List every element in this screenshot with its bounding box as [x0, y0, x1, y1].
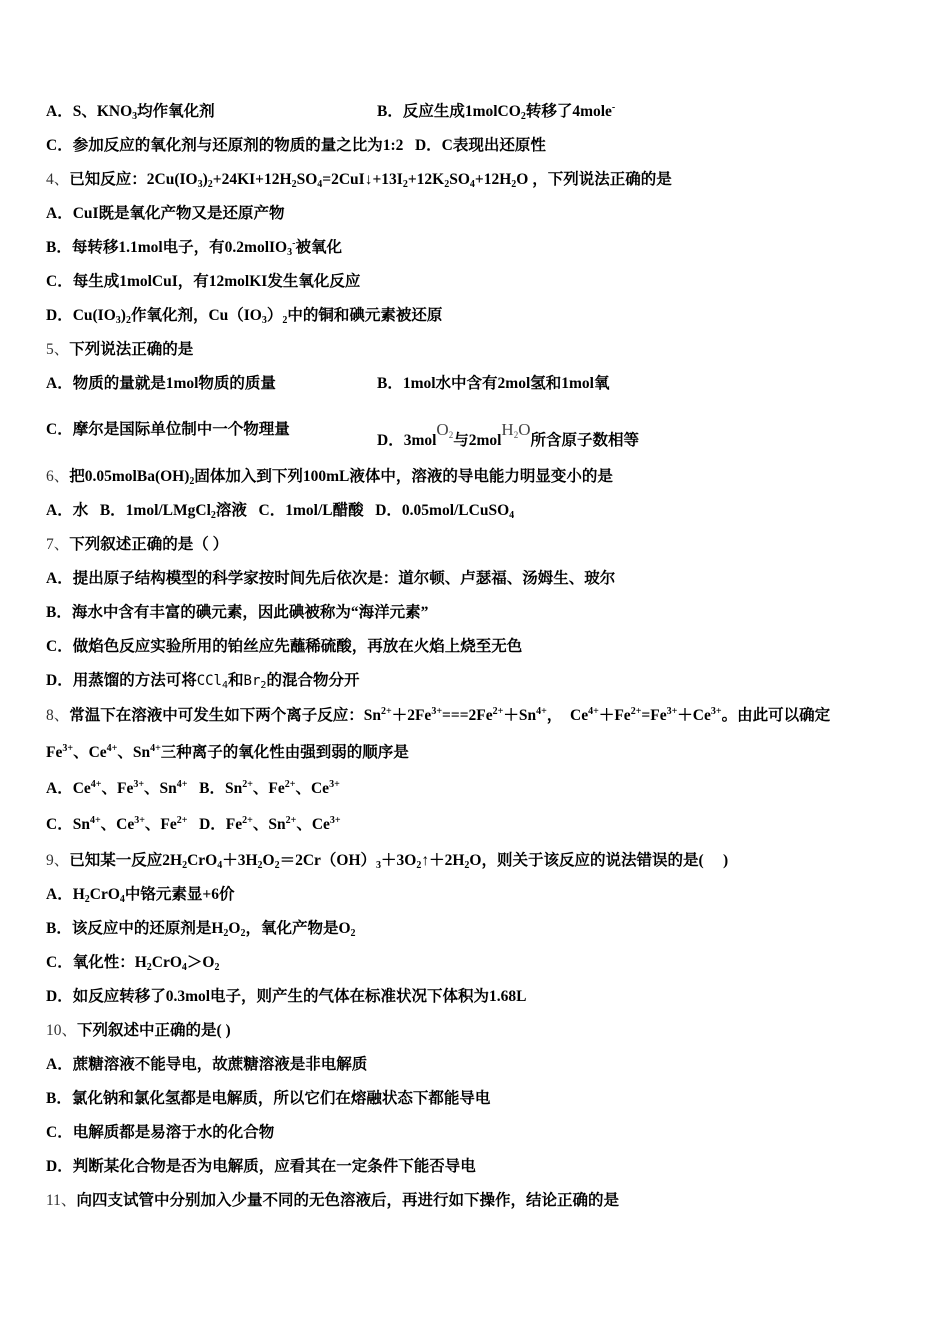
- q9-option-b: B．该反应中的还原剂是$H_2O_2$，氧化产物是$O_2$: [46, 920, 356, 939]
- q5-option-b: B．1mol水中含有2mol氢和1mol氧: [377, 375, 610, 392]
- question-number: 4、: [46, 171, 70, 188]
- q8-options-c-d: C．$Sn^{4+}$、$Ce^{3+}$、$Fe^{2+}$ D．$Fe^{2+}$、$Sn^{2+}$、$Ce^{3+}$: [46, 815, 341, 833]
- q3-option-c-d: C．参加反应的氧化剂与还原剂的物质的量之比为1:2 D．C表现出还原性: [46, 137, 546, 154]
- q5-option-a: A．物质的量就是1mol物质的质量: [46, 375, 276, 392]
- q10-option-d: D．判断某化合物是否为电解质，应看其在一定条件下能否导电: [46, 1158, 476, 1175]
- q10-stem: [46, 1021, 231, 1041]
- q3-option-b: B．反应生成1molCO$_2$转移了4mole-: [377, 102, 616, 122]
- q4-option-d: D．$Cu(IO_3)_2$作氧化剂，$Cu(IO_3)_2$中的铜和碘元素被还原: [46, 307, 443, 326]
- q4-option-c: C．每生成1molCuI，有12molKI发生氧化反应: [46, 273, 361, 290]
- q7-stem: [46, 535, 228, 555]
- q10-option-a: A．蔗糖溶液不能导电，故蔗糖溶液是非电解质: [46, 1056, 368, 1073]
- q4-option-a: A．CuI既是氧化产物又是还原产物: [46, 205, 285, 222]
- q7-option-d: D．用蒸馏的方法可将CCl$_4$和$Br_2$的混合物分开: [46, 672, 360, 691]
- formula-o2: $O_2$: [436, 420, 454, 440]
- q9-option-a: A．$H_2CrO_4$中铬元素显+6价: [46, 886, 235, 905]
- q9-option-c: C．氧化性：$H_2CrO_4>O_2$: [46, 954, 220, 973]
- question-stem: 下列说法正确的是: [69, 341, 194, 358]
- q7-option-a: A．提出原子结构模型的科学家按时间先后依次是：道尔顿、卢瑟福、汤姆生、玻尔: [46, 570, 616, 587]
- question-number: 10、: [46, 1022, 78, 1039]
- q8-options-a-b: A．$Ce^{4+}$、$Fe^{3+}$、$Sn^{4+}$ B．$Sn^{2+}$、$Fe^{2+}$、$Ce^{3+}$: [46, 779, 340, 797]
- question-stem: 向四支试管中分别加入少量不同的无色溶液后，再进行如下操作，结论正确的是: [76, 1192, 619, 1209]
- q3-option-a: A．S、$KNO_3$均作氧化剂: [46, 103, 215, 122]
- question-number: 9、: [46, 852, 70, 869]
- question-stem: 下列叙述正确的是（ ）: [69, 536, 229, 553]
- question-number: 6、: [46, 468, 70, 485]
- question-number: 8、: [46, 707, 70, 724]
- q10-option-c: C．电解质都是易溶于水的化合物: [46, 1124, 275, 1141]
- q5-stem: [46, 340, 193, 360]
- q5-option-d: D．3molO$_2$与2molH$_2$O所含原子数相等: [377, 420, 639, 449]
- q6-options: A．水 B．1mol/LMgCl$_2$溶液 C．1mol/L醋酸 D．0.05mol/LCuSO$_4$: [46, 502, 515, 521]
- q4-option-b: B．每转移1.1mol电子，有0.2molIO$_3$-被氧化: [46, 238, 342, 258]
- q10-option-b: B．氯化钠和氯化氢都是电解质，所以它们在熔融状态下都能导电: [46, 1090, 491, 1107]
- q5-option-c: C．摩尔是国际单位制中一个物理量: [46, 421, 290, 438]
- question-number: 11、: [46, 1192, 77, 1209]
- q9-option-d: D．如反应转移了0.3mol电子，则产生的气体在标准状况下体积为1.68L: [46, 988, 527, 1005]
- question-stem: 下列叙述中正确的是( ): [77, 1022, 231, 1039]
- q11-stem: [46, 1191, 619, 1211]
- q8-stem-line1: 8、常温下在溶液中可发生如下两个离子反应：$Sn^{2+}+2Fe^{3+}===2Fe^{2+}+Sn^{4+}$， $Ce^{4+}+Fe^{2+}=Fe^{3+}+Ce^{3+}$。由此可以确定: [46, 706, 831, 724]
- q7-option-b: B．海水中含有丰富的碘元素，因此碘被称为“海洋元素”: [46, 604, 429, 621]
- q8-stem-line2: $Fe^{3+}$、$Ce^{4+}$、$Sn^{4+}$三种离子的氧化性由强到弱的顺序是: [46, 743, 409, 761]
- q4-stem: 4、已知反应：$2Cu(IO_3)_2+24KI+12H_2SO_4=2CuI↓+13I_2+12K_2SO_4+12H_2O$ ，下列说法正确的是: [46, 171, 672, 190]
- q6-stem: 6、把$0.05molBa(OH)_2$固体加入到下列100mL液体中，溶液的导电能力明显变小的是: [46, 468, 613, 487]
- question-number: 7、: [46, 536, 70, 553]
- formula-h2o: $H_2O$: [501, 420, 531, 440]
- question-number: 5、: [46, 341, 70, 358]
- q7-option-c: C．做焰色反应实验所用的铂丝应先蘸稀硫酸，再放在火焰上烧至无色: [46, 638, 523, 655]
- q9-stem: 9、已知某一反应$2H_2CrO_4+3H_2O_2=2Cr(OH)_3+3O_2↑+2H_2O$，则关于该反应的说法错误的是( ): [46, 852, 729, 871]
